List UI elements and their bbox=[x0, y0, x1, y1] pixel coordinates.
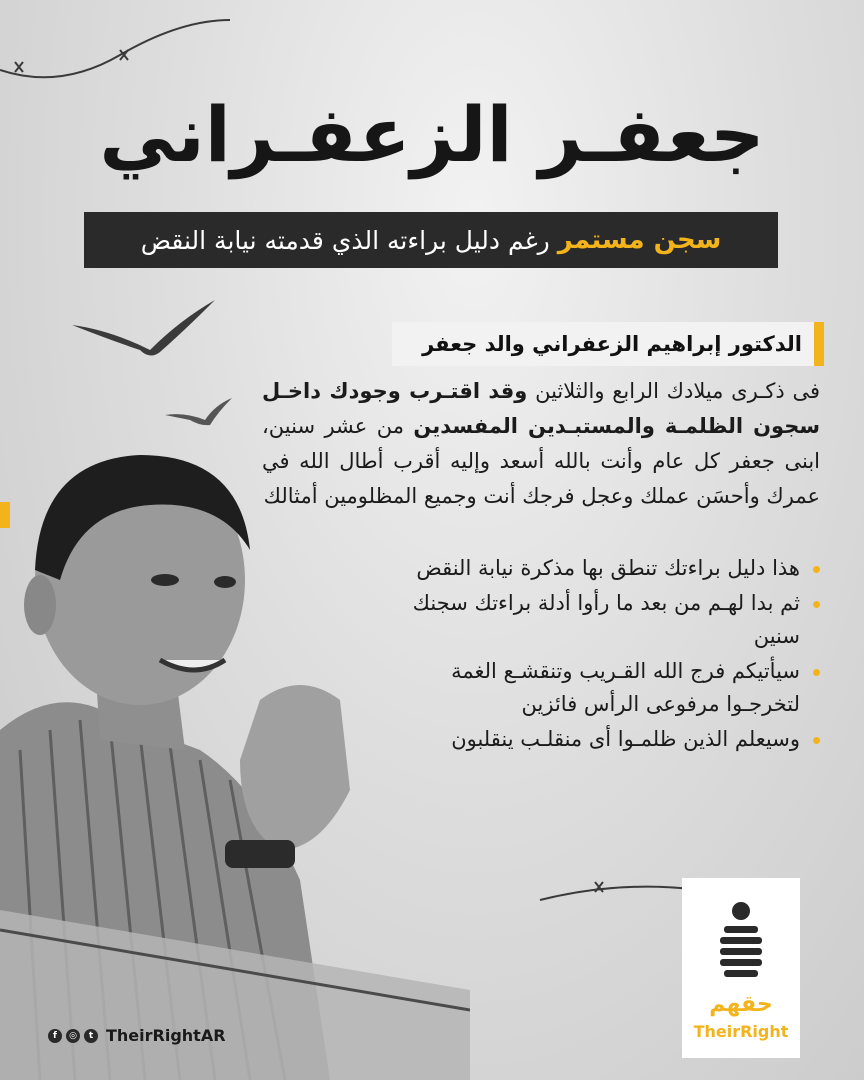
byline-text: الدكتور إبراهيم الزعفراني والد جعفر bbox=[422, 332, 802, 356]
brand-logo bbox=[682, 878, 800, 1058]
social-handles bbox=[48, 1026, 226, 1045]
social-handle[interactable]: TheirRightAR bbox=[106, 1026, 226, 1045]
bullet-dot-icon bbox=[813, 566, 820, 573]
subtitle-banner bbox=[84, 212, 778, 268]
byline-accent-bar bbox=[814, 322, 824, 366]
subtitle-text: رغم دليل براءته الذي قدمته نيابة النقض bbox=[140, 225, 550, 255]
bird-icon bbox=[165, 398, 232, 425]
page-title: جعفـر الزعفـراني bbox=[99, 90, 765, 179]
body-text-part: من عشر سنين، ابنى جعفر كل عام وأنت بالله أسعد وإليه أقرب أطال الله في عمرك وأحسَن عملك وعجل فرجك أنت وجميع المظلومين أمثالك bbox=[262, 414, 820, 508]
portrait-photo bbox=[0, 430, 470, 1080]
logo-latin-text: TheirRight bbox=[693, 1022, 789, 1041]
subtitle-highlight: سجن مستمر bbox=[557, 225, 722, 255]
byline-box bbox=[392, 322, 824, 366]
list-item-text: وسيعلم الذين ظلمـوا أى منقلـب ينقلبون bbox=[451, 727, 800, 751]
list-item-text: سيأتيكم فرج الله القـريب وتنقشـع الغمة لتخرجـوا مرفوعى الرأس فائزين bbox=[451, 659, 800, 716]
instagram-icon[interactable]: ◎ bbox=[66, 1029, 80, 1043]
body-text-part: فى ذكـرى ميلادك الرابع والثلاثين bbox=[535, 379, 820, 403]
list-item-text: هذا دليل براءتك تنطق بها مذكرة نيابة النقض bbox=[416, 556, 800, 580]
logo-arabic-text: حقهم bbox=[709, 992, 773, 1017]
list-item-text: ثم بدا لهـم من بعد ما رأوا أدلة براءتك سجنك سنين bbox=[412, 591, 800, 648]
bird-icon bbox=[72, 300, 215, 356]
barbed-wire-icon bbox=[540, 887, 700, 900]
person-logo-icon bbox=[682, 878, 800, 988]
bullet-dot-icon bbox=[813, 601, 820, 608]
bullet-dot-icon bbox=[813, 669, 820, 676]
body-text-emphasis: وقد اقتـرب وجودك داخـل سجون الظلمـة والمستبـدين المفسدين bbox=[262, 379, 820, 438]
bullet-dot-icon bbox=[813, 737, 820, 744]
barbed-wire-icon bbox=[0, 20, 230, 77]
twitter-icon[interactable]: t bbox=[84, 1029, 98, 1043]
facebook-icon[interactable]: f bbox=[48, 1029, 62, 1043]
